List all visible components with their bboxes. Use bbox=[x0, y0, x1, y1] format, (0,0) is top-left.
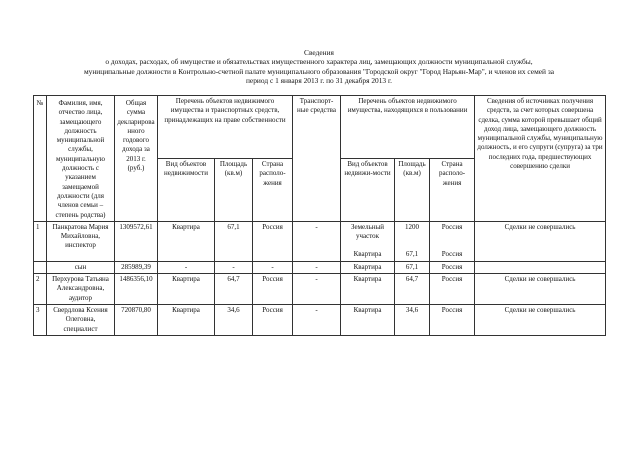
col-header-income: Общая сумма декларированного годового дохода за 2013 г. (руб.) bbox=[115, 96, 158, 222]
cell-used-area bbox=[395, 221, 430, 261]
cell-used-area: 64,7 bbox=[395, 274, 430, 305]
document-title: Сведения bbox=[304, 48, 334, 57]
cell-name: Панкратова Мария Михайловна, инспектор bbox=[47, 221, 115, 261]
declaration-table bbox=[33, 95, 606, 336]
cell-income: 1486356,10 bbox=[115, 274, 158, 305]
header-line-2: о доходах, расходах, об имуществе и обязательствах имущественного характера лиц, замещающих должности муниципальной службы, bbox=[105, 57, 533, 67]
cell-used-country bbox=[430, 221, 475, 261]
cell-sources bbox=[475, 261, 606, 273]
col-header-transport: Транспорт-ные средства bbox=[293, 96, 341, 222]
table-row bbox=[34, 221, 606, 261]
cell-used-country: Россия bbox=[430, 261, 475, 273]
cell-income: 1309572,61 bbox=[115, 221, 158, 261]
cell-used-area: 34,6 bbox=[395, 304, 430, 335]
cell-owned-area: 64,7 bbox=[215, 274, 253, 305]
col-header-used-country: Страна располо-жения bbox=[430, 158, 475, 221]
table-row bbox=[34, 261, 606, 273]
cell-transport: - bbox=[293, 274, 341, 305]
cell-sources: Сделки не совершались bbox=[475, 304, 606, 335]
document-header bbox=[20, 48, 618, 86]
cell-owned-type: - bbox=[158, 261, 215, 273]
cell-owned-country: - bbox=[253, 261, 293, 273]
cell-used-type-2: Квартира bbox=[353, 250, 382, 259]
cell-income: 285989,39 bbox=[115, 261, 158, 273]
cell-used-type: Квартира bbox=[341, 274, 395, 305]
cell-num bbox=[34, 261, 47, 273]
col-header-num: № bbox=[34, 96, 47, 222]
table-row bbox=[34, 304, 606, 335]
cell-sources: Сделки не совершались bbox=[475, 221, 606, 261]
cell-sources: Сделки не совершались bbox=[475, 274, 606, 305]
cell-num: 1 bbox=[34, 221, 47, 261]
col-header-owned-country: Страна располо-жения bbox=[253, 158, 293, 221]
cell-transport: - bbox=[293, 261, 341, 273]
cell-name: Перхурова Татьяна Александровна, аудитор bbox=[47, 274, 115, 305]
table-header-row bbox=[34, 96, 606, 159]
cell-num: 3 bbox=[34, 304, 47, 335]
cell-used-area-2: 67,1 bbox=[405, 250, 419, 259]
cell-owned-type: Квартира bbox=[158, 304, 215, 335]
cell-owned-area: 67,1 bbox=[215, 221, 253, 261]
col-header-sources: Сведения об источниках получения средств, за счет которых совершена сделка, сумма которой превышает общий доход лица, замещающего должность муниципальной службы, муниципальную должность, и его супруги (супруга) за три последних года, предшествующих совершению сделки bbox=[475, 96, 606, 222]
cell-owned-country: Россия bbox=[253, 304, 293, 335]
cell-owned-area: 34,6 bbox=[215, 304, 253, 335]
cell-used-type: Квартира bbox=[341, 261, 395, 273]
cell-owned-country: Россия bbox=[253, 221, 293, 261]
cell-name: Свердлова Ксения Олеговна, специалист bbox=[47, 304, 115, 335]
col-header-used-group: Перечень объектов недвижимого имущества, находящихся в пользовании bbox=[341, 96, 475, 159]
cell-transport: - bbox=[293, 221, 341, 261]
cell-transport: - bbox=[293, 304, 341, 335]
cell-owned-type: Квартира bbox=[158, 221, 215, 261]
header-line-3: муниципальные должности в Контрольно-счетной палате муниципального образования "Городской округ "Город Нарьян-Мар", и членов их семей за bbox=[83, 66, 555, 76]
cell-used-type: Квартира bbox=[341, 304, 395, 335]
col-header-used-type: Вид объектов недвижи-мости bbox=[341, 158, 395, 221]
cell-used-country-1: Россия bbox=[441, 222, 463, 231]
cell-owned-country: Россия bbox=[253, 274, 293, 305]
cell-owned-area: - bbox=[215, 261, 253, 273]
cell-used-area: 67,1 bbox=[395, 261, 430, 273]
cell-used-country-2: Россия bbox=[441, 250, 463, 259]
cell-used-area-1: 1200 bbox=[405, 222, 420, 231]
col-header-owned-group: Перечень объектов недвижимого имущества и транспортных средств, принадлежащих на праве собственности bbox=[158, 96, 293, 159]
col-header-name: Фамилия, имя, отчество лица, замещающего должность муниципальной службы, муниципальную должность с указанием замещаемой должности (для членов семьи – степень родства) bbox=[47, 96, 115, 222]
col-header-owned-type: Вид объектов недвижимости bbox=[158, 158, 215, 221]
cell-income: 720870,80 bbox=[115, 304, 158, 335]
table-row bbox=[34, 274, 606, 305]
cell-owned-type: Квартира bbox=[158, 274, 215, 305]
cell-num: 2 bbox=[34, 274, 47, 305]
col-header-used-area: Площадь (кв.м) bbox=[395, 158, 430, 221]
cell-name: сын bbox=[47, 261, 115, 273]
cell-used-type bbox=[341, 221, 395, 261]
col-header-owned-area: Площадь (кв.м) bbox=[215, 158, 253, 221]
header-line-4: период с 1 января 2013 г. по 31 декабря 2013 г. bbox=[245, 76, 393, 86]
cell-used-country: Россия bbox=[430, 304, 475, 335]
cell-used-type-1: Земельный участок bbox=[351, 222, 385, 241]
cell-used-country: Россия bbox=[430, 274, 475, 305]
